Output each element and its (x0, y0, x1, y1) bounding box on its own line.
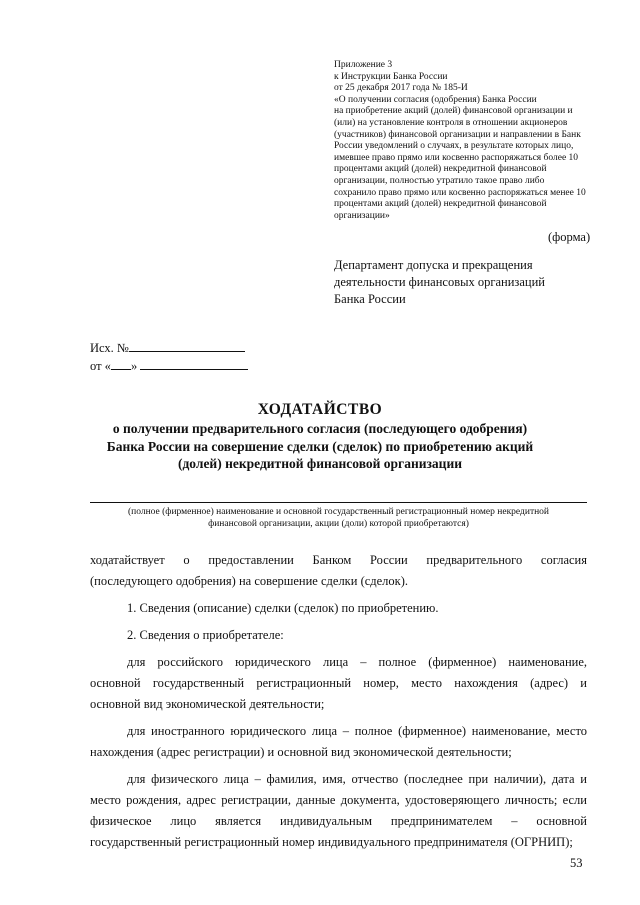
petition-line: ходатайствует о предоставлении Банком России предварительного согласия (90, 553, 587, 567)
appendix-line: (или) на установление контроля в отношении акционеров (334, 117, 568, 128)
organization-name-caption (90, 506, 587, 530)
caption-line: финансовой организации, акции (доли) которой приобретаются) (208, 519, 469, 529)
appendix-line: к Инструкции Банка России (334, 71, 448, 82)
petition-line: (последующего одобрения) на совершение сделки (сделок). (90, 574, 409, 588)
item-2: 2. Сведения о приобретателе: (127, 628, 284, 642)
foreign-entity-line: нахождения (адрес регистрации) и основной вид экономической деятельности; (90, 745, 512, 759)
date-prefix: от « (90, 359, 111, 373)
date-month-blank (140, 357, 248, 370)
appendix-line: процентами акций (долей) некредитной финансовой (334, 164, 547, 175)
appendix-line: России уведомлений о случаях, в результате которых лицо, (334, 141, 574, 152)
organization-name-blank (90, 502, 587, 503)
outgoing-number-label: Исх. № (90, 341, 129, 355)
document-body (90, 550, 587, 853)
title-sub-line: Банка России на совершение сделки (сделок) по приобретению акций (106, 438, 534, 454)
department-line: Банка России (334, 292, 406, 306)
outgoing-number-blank (129, 339, 245, 352)
appendix-line: процентами акций (долей) некредитной финансовой (334, 199, 547, 210)
individual-line: место рождения, адрес регистрации, данные документа, удостоверяющего личность; если (90, 793, 587, 807)
item-1: 1. Сведения (описание) сделки (сделок) по приобретению. (127, 601, 439, 615)
foreign-entity-line: для иностранного юридического лица – полное (фирменное) наименование, место (127, 724, 587, 738)
department-line: деятельности финансовых организаций (334, 275, 545, 289)
outgoing-date-row (90, 357, 248, 375)
individual-line: государственный регистрационный номер индивидуального предпринимателя (ОГРНИП); (90, 835, 573, 849)
caption-line: (полное (фирменное) наименование и основной государственный регистрационный номер некредитной (127, 507, 550, 517)
addressee-department (334, 257, 545, 308)
ru-entity-line: основной государственный регистрационный номер, место нахождения (адрес) и (90, 676, 587, 690)
individual-line: для физического лица – фамилия, имя, отчество (последнее при наличии), дата и (127, 772, 587, 786)
outgoing-number-row (90, 339, 248, 357)
appendix-line: имевшее право прямо или косвенно распоряжаться более 10 (334, 152, 579, 163)
appendix-line: на приобретение акций (долей) финансовой организации и (334, 106, 573, 117)
document-title (60, 400, 580, 473)
appendix-line: от 25 декабря 2017 года № 185-И (334, 83, 468, 94)
appendix-reference (334, 60, 596, 222)
page-number: 53 (570, 856, 583, 870)
title-subtitle (60, 420, 580, 473)
appendix-line: сохранило право прямо или косвенно распоряжаться менее 10 (334, 187, 586, 198)
appendix-line: организации, полностью утратило такое право либо (334, 175, 545, 186)
outgoing-reference (90, 339, 248, 375)
title-sub-line: (долей) некредитной финансовой организации (177, 456, 463, 471)
individual-line: физическое лицо является индивидуальным предпринимателем – основной (90, 814, 587, 828)
appendix-line: Приложение 3 (334, 60, 393, 70)
form-label: (форма) (548, 230, 591, 244)
title-main: ХОДАТАЙСТВО (257, 401, 383, 418)
date-mid: » (130, 359, 138, 373)
appendix-line: «О получении согласия (одобрения) Банка России (334, 94, 537, 105)
appendix-line: (участников) финансовой организации и направлении в Банк (334, 129, 581, 140)
department-line: Департамент допуска и прекращения (334, 258, 533, 272)
date-day-blank (111, 357, 131, 370)
title-sub-line: о получении предварительного согласия (последующего одобрения) (112, 421, 528, 436)
appendix-line: организации» (334, 210, 390, 221)
ru-entity-line: основной вид экономической деятельности; (90, 697, 325, 711)
ru-entity-line: для российского юридического лица – полное (фирменное) наименование, (127, 655, 587, 669)
